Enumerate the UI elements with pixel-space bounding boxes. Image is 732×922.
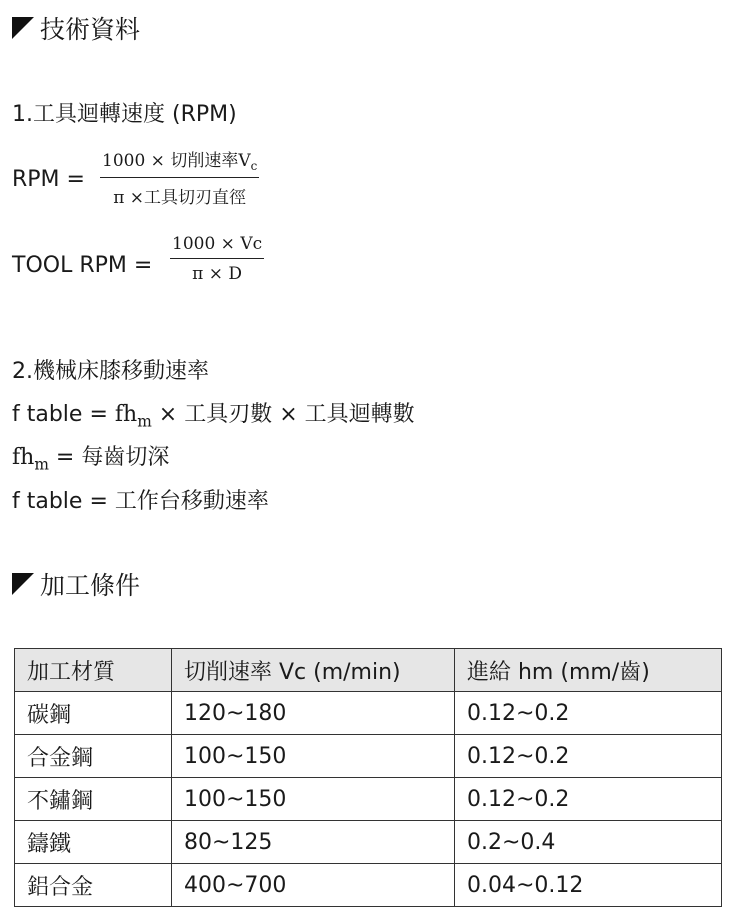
table-header-row [15,649,722,692]
material-cell: 合金鋼 [15,735,172,778]
speed-cell: 400~700 [172,864,455,907]
header-feed: 進給 hm (mm/齒) [455,649,722,692]
section-heading-machining [12,566,140,602]
speed-cell: 100~150 [172,735,455,778]
section-title: 加工條件 [40,571,141,600]
feed-heading: 2.機械床膝移動速率 [12,359,209,384]
rpm-formula-fraction [100,146,259,208]
feed-cell: 0.2~0.4 [455,821,722,864]
feed-cell: 0.12~0.2 [455,778,722,821]
triangle-bullet-icon [12,573,34,595]
rpm-numerator: 1000 × 切削速率$V_c$ [100,146,259,178]
feed-cell: 0.12~0.2 [455,735,722,778]
feed-formula-3: f table = 工作台移動速率 [12,489,269,514]
tool-rpm-formula-fraction [170,234,264,284]
feed-cell: 0.04~0.12 [455,864,722,907]
header-cutting-speed: 切削速率 Vc (m/min) [172,649,455,692]
cutting-conditions-table [14,648,722,907]
rpm-formula-lhs: RPM = [12,167,85,192]
material-cell: 碳鋼 [15,692,172,735]
table-row [15,735,722,778]
material-cell: 鋁合金 [15,864,172,907]
header-material: 加工材質 [15,649,172,692]
tool-rpm-denominator: π × D [192,264,242,284]
feed-formula-1: f table = $fh_m$ × 工具刃數 × 工具迴轉數 [12,402,415,431]
table-row [15,821,722,864]
speed-cell: 80~125 [172,821,455,864]
table-row [15,864,722,907]
material-cell: 不鏽鋼 [15,778,172,821]
rpm-denominator: π ×工具切刃直徑 [113,188,247,209]
tool-rpm-numerator: 1000 × Vc [170,234,264,259]
tool-rpm-formula-lhs: TOOL RPM = [12,253,153,278]
table-row [15,692,722,735]
feed-cell: 0.12~0.2 [455,692,722,735]
rpm-heading: 1.工具迴轉速度 (RPM) [12,102,237,127]
triangle-bullet-icon [12,17,34,39]
table-row [15,778,722,821]
speed-cell: 100~150 [172,778,455,821]
section-title: 技術資料 [40,15,141,44]
speed-cell: 120~180 [172,692,455,735]
section-heading-tech-data [12,10,140,46]
material-cell: 鑄鐵 [15,821,172,864]
feed-formula-2: $fh_m$ = 每齒切深 [12,445,170,474]
